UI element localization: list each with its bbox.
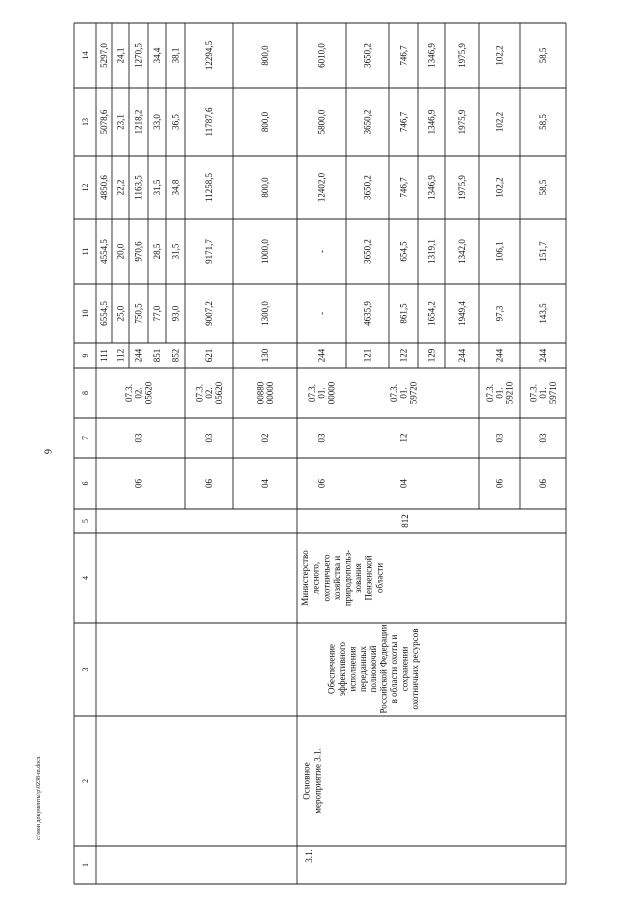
header-col-7-line: 7 bbox=[80, 436, 90, 440]
cell-csr-row14-line: 01. bbox=[538, 387, 549, 399]
cell-2025-row7-line: 800,0 bbox=[260, 45, 271, 66]
cell-2025-row14-line: 58,5 bbox=[538, 47, 549, 64]
cell-2025-row10 bbox=[399, 45, 409, 66]
cell-2025-row6-line: 12294,5 bbox=[204, 40, 215, 71]
cell-2021-row11-line: 1654,2 bbox=[426, 301, 437, 326]
activity-code-line: 3.1. bbox=[304, 849, 315, 863]
cell-vr-row14-line: 244 bbox=[538, 348, 549, 363]
cell-2025-row4-line: 34,4 bbox=[152, 47, 163, 64]
cell-2023-row5 bbox=[171, 179, 181, 195]
cell-2022-row11-line: 1319,1 bbox=[426, 239, 437, 264]
cell-2024-row10-line: 746,7 bbox=[398, 111, 409, 133]
cell-rz-row10-line: 04 bbox=[398, 479, 409, 488]
cell-2024-row7 bbox=[260, 111, 270, 132]
cell-2022-row5-line: 31,5 bbox=[170, 243, 181, 260]
cell-vr-row9 bbox=[363, 349, 373, 363]
cell-2024-row8 bbox=[317, 109, 327, 134]
cell-vr-row11-line: 129 bbox=[426, 348, 437, 363]
cell-2021-row7-line: 1300,0 bbox=[260, 301, 271, 326]
executor-name-line: хозяйства и bbox=[331, 555, 342, 601]
cell-2024-row2-line: 23,1 bbox=[115, 114, 126, 130]
cell-2021-row4 bbox=[152, 305, 162, 321]
cell-csr-row6-line: 07.3. bbox=[194, 384, 205, 402]
cell-2024-row5-line: 36,5 bbox=[170, 114, 181, 130]
header-col-8 bbox=[81, 391, 90, 395]
header-col-7 bbox=[81, 436, 90, 440]
cell-2024-row13 bbox=[495, 112, 505, 132]
cell-2023-row3-line: 1163,5 bbox=[133, 175, 144, 200]
cell-csr-row3 bbox=[124, 381, 153, 404]
cell-csr-row6-line: 05620 bbox=[213, 381, 224, 405]
executor-name-line: Пензенской bbox=[363, 555, 374, 601]
cell-vr-row14 bbox=[538, 348, 548, 362]
cell-2022-row11 bbox=[427, 239, 437, 264]
cell-2021-row1 bbox=[99, 301, 109, 326]
cell-2025-row10-line: 746,7 bbox=[398, 45, 409, 66]
cell-2022-row6 bbox=[204, 239, 214, 264]
cell-2023-row6 bbox=[204, 173, 214, 202]
header-col-10 bbox=[81, 310, 90, 318]
activity-name bbox=[302, 748, 323, 813]
cell-2021-row12 bbox=[457, 301, 467, 326]
header-col-5-line: 5 bbox=[80, 519, 90, 523]
cell-vr-row10 bbox=[399, 349, 409, 363]
cell-2022-row1-line: 4554,5 bbox=[99, 239, 110, 264]
cell-csr-row14-line: 07.3. bbox=[528, 384, 539, 402]
cell-rz-row10 bbox=[399, 479, 409, 489]
cell-2024-row6 bbox=[204, 107, 214, 136]
cell-2025-row1-line: 5297,0 bbox=[99, 43, 110, 68]
cell-2022-row14 bbox=[538, 241, 548, 262]
header-col-3-line: 3 bbox=[80, 667, 90, 672]
cell-csr-row13-line: 01. bbox=[494, 387, 505, 399]
header-col-3 bbox=[81, 668, 90, 672]
cell-2021-row8-line: - bbox=[316, 312, 327, 315]
header-col-2-line: 2 bbox=[80, 779, 90, 783]
cell-2023-row14 bbox=[538, 179, 548, 195]
cell-2024-row10 bbox=[399, 111, 409, 132]
cell-2025-row13 bbox=[495, 45, 505, 65]
cell-2022-row13 bbox=[495, 241, 505, 261]
cell-pr-row13 bbox=[495, 433, 505, 443]
cell-csr-row7-line: 00880 bbox=[255, 381, 266, 405]
cell-2022-row6-line: 9171,7 bbox=[204, 239, 215, 264]
cell-2021-row13 bbox=[495, 305, 505, 321]
cell-2023-row4 bbox=[152, 179, 162, 195]
activity-description-line: полномочий bbox=[368, 645, 379, 693]
header-col-13-line: 13 bbox=[80, 118, 90, 126]
cell-vr-row4-line: 851 bbox=[152, 348, 163, 363]
cell-2024-row3 bbox=[134, 110, 144, 135]
cell-2022-row2-line: 20,0 bbox=[115, 243, 126, 260]
header-col-11 bbox=[81, 248, 90, 256]
cell-2022-row10-line: 654,5 bbox=[398, 241, 409, 262]
cell-2024-row12 bbox=[457, 109, 467, 134]
cell-vr-row13-line: 244 bbox=[494, 348, 505, 363]
cell-csr-row8-line: 07.3. bbox=[307, 384, 318, 402]
header-col-4-line: 4 bbox=[80, 576, 90, 580]
cell-vr-row9-line: 121 bbox=[362, 348, 373, 363]
header-col-8-line: 8 bbox=[80, 391, 90, 395]
header-col-1-line: 1 bbox=[80, 863, 90, 867]
footer-file-path-text: c:\мои документы\р\0238-m.docx bbox=[36, 756, 42, 840]
cell-csr-row3-line: 07.3. bbox=[124, 384, 135, 402]
cell-vr-row5 bbox=[171, 349, 181, 363]
cell-2023-row4-line: 31,5 bbox=[152, 179, 163, 196]
cell-rz-row14 bbox=[538, 479, 548, 489]
header-col-1 bbox=[81, 863, 90, 867]
cell-2023-row9-line: 3650,2 bbox=[362, 175, 373, 200]
cell-csr-row3-line: 02. bbox=[133, 387, 144, 399]
cell-2025-row12-line: 1975,9 bbox=[457, 43, 468, 68]
cell-pr-row6-line: 03 bbox=[204, 433, 215, 443]
cell-2024-row14 bbox=[538, 114, 548, 130]
cell-pr-row13-line: 03 bbox=[494, 433, 505, 443]
cell-2025-row4 bbox=[152, 47, 162, 63]
cell-rz-row6 bbox=[204, 479, 214, 489]
cell-csr-row6 bbox=[195, 381, 224, 404]
cell-2024-row9-line: 3650,2 bbox=[362, 109, 373, 135]
cell-2023-row2 bbox=[116, 180, 126, 196]
executor-name-line: зования bbox=[353, 563, 364, 593]
cell-vr-row8-line: 244 bbox=[316, 348, 327, 363]
activity-description-line: переданных bbox=[357, 646, 368, 692]
activity-description-line: в области охоты и bbox=[388, 634, 399, 704]
cell-rz-row3 bbox=[134, 479, 144, 489]
cell-2024-row14-line: 58,5 bbox=[538, 114, 549, 130]
cell-2021-row14-line: 143,5 bbox=[538, 303, 549, 324]
cell-2022-row3-line: 970,6 bbox=[133, 241, 144, 262]
cell-csr-row13-line: 07.3. bbox=[485, 384, 496, 402]
cell-2025-row12 bbox=[457, 43, 467, 68]
activity-description-line: сохранении bbox=[399, 646, 410, 692]
cell-2021-row2-line: 25,0 bbox=[115, 305, 126, 322]
cell-2023-row6-line: 11258,5 bbox=[204, 173, 215, 202]
cell-vr-row3-line: 244 bbox=[133, 348, 144, 363]
activity-name-line: Основное bbox=[301, 762, 312, 800]
cell-2025-row11 bbox=[427, 43, 437, 68]
cell-2022-row7 bbox=[260, 239, 270, 264]
header-col-6 bbox=[81, 482, 90, 486]
cell-2024-row1 bbox=[99, 109, 109, 134]
cell-2023-row2-line: 22,2 bbox=[115, 179, 126, 196]
cell-2022-row4 bbox=[152, 243, 162, 259]
cell-pr-row3-line: 03 bbox=[133, 433, 144, 443]
cell-2021-row1-line: 6554,5 bbox=[99, 301, 110, 326]
page-number: 6 bbox=[41, 449, 53, 454]
cell-2021-row11 bbox=[427, 301, 437, 326]
cell-2021-row9-line: 4635,9 bbox=[362, 301, 373, 326]
cell-2023-row8-line: 12402,0 bbox=[316, 172, 327, 203]
cell-2025-row3 bbox=[134, 43, 144, 68]
cell-2025-row5 bbox=[171, 48, 181, 64]
cell-2025-row9-line: 3650,2 bbox=[362, 43, 373, 68]
cell-2025-row7 bbox=[260, 45, 270, 66]
cell-2021-row4-line: 77,0 bbox=[152, 305, 163, 322]
cell-2023-row10-line: 746,7 bbox=[398, 177, 409, 198]
cell-csr-row3-line: 05620 bbox=[143, 381, 154, 405]
cell-csr-row14 bbox=[529, 381, 558, 404]
cell-pr-row8-line: 03 bbox=[316, 433, 327, 443]
cell-2021-row10-line: 861,5 bbox=[398, 303, 409, 324]
cell-2024-row8-line: 5800,0 bbox=[316, 109, 327, 135]
cell-csr-row8-line: 00000 bbox=[326, 381, 337, 405]
activity-description-line: исполнения bbox=[347, 646, 358, 692]
cell-vr-row7 bbox=[260, 348, 270, 362]
cell-rz-row8-line: 06 bbox=[316, 479, 327, 488]
cell-2022-row12-line: 1342,0 bbox=[457, 239, 468, 264]
executor-name-line: охотничьего bbox=[321, 554, 332, 602]
activity-description-line: Российской Федерации bbox=[378, 624, 389, 714]
cell-2022-row14-line: 151,7 bbox=[538, 241, 549, 262]
cell-2022-row7-line: 1000,0 bbox=[260, 239, 271, 264]
executor-name-line: области bbox=[374, 562, 385, 594]
cell-csr-row7 bbox=[255, 381, 275, 404]
cell-rz-row14-line: 06 bbox=[538, 479, 549, 488]
cell-2024-row2 bbox=[116, 114, 126, 130]
activity-description-line: эффективного bbox=[336, 642, 347, 696]
cell-csr-row8 bbox=[307, 381, 336, 404]
cell-2022-row8-line: - bbox=[316, 250, 327, 253]
cell-vr-row6 bbox=[204, 349, 214, 363]
executor-name-line: природопольз- bbox=[342, 549, 353, 607]
grbs-code bbox=[400, 514, 410, 528]
cell-2023-row12-line: 1975,9 bbox=[457, 175, 468, 200]
cell-2025-row8-line: 6010,0 bbox=[316, 43, 327, 68]
cell-pr-row6 bbox=[204, 433, 214, 443]
header-col-2 bbox=[81, 779, 90, 783]
cell-csr-row10-line: 01. bbox=[398, 387, 409, 399]
header-col-6-line: 6 bbox=[80, 481, 90, 486]
cell-2022-row12 bbox=[457, 239, 467, 264]
cell-2025-row8 bbox=[317, 43, 327, 68]
cell-2025-row5-line: 38,1 bbox=[170, 47, 181, 64]
activity-code bbox=[304, 849, 314, 863]
cell-2025-row13-line: 102,2 bbox=[494, 45, 505, 66]
header-col-11-line: 11 bbox=[80, 247, 90, 256]
cell-2023-row10 bbox=[399, 177, 409, 198]
cell-rz-row6-line: 06 bbox=[204, 479, 215, 488]
cell-csr-row14-line: 59710 bbox=[547, 381, 558, 405]
cell-csr-row6-line: 02. bbox=[204, 387, 215, 399]
cell-2024-row13-line: 102,2 bbox=[494, 111, 505, 133]
cell-2023-row5-line: 34,8 bbox=[170, 179, 181, 196]
cell-vr-row2 bbox=[116, 349, 126, 362]
header-col-5 bbox=[81, 519, 90, 523]
activity-description-line: Обеспечение bbox=[326, 644, 337, 694]
cell-csr-row13-line: 59210 bbox=[504, 381, 515, 405]
cell-csr-row10-line: 07.3. bbox=[389, 384, 400, 402]
cell-2021-row2 bbox=[116, 305, 126, 321]
cell-csr-row8-line: 01. bbox=[316, 387, 327, 399]
cell-2021-row6-line: 9007,2 bbox=[204, 301, 215, 326]
cell-2025-row3-line: 1270,5 bbox=[133, 43, 144, 68]
cell-2023-row8 bbox=[317, 172, 327, 202]
cell-2024-row11 bbox=[427, 109, 437, 134]
cell-2022-row8 bbox=[317, 250, 327, 253]
cell-2025-row2 bbox=[116, 48, 126, 64]
cell-2025-row2-line: 24,1 bbox=[115, 47, 126, 64]
cell-vr-row4 bbox=[152, 349, 162, 363]
cell-2024-row1-line: 5078,6 bbox=[99, 109, 110, 135]
cell-vr-row5-line: 852 bbox=[170, 348, 181, 363]
cell-vr-row3 bbox=[134, 348, 144, 362]
cell-2022-row13-line: 106,1 bbox=[494, 241, 505, 262]
header-col-14-line: 14 bbox=[80, 51, 90, 60]
cell-pr-row14 bbox=[538, 433, 548, 443]
cell-2021-row13-line: 97,3 bbox=[494, 305, 505, 322]
executor-name-line: Министерство bbox=[300, 550, 311, 606]
cell-2023-row12 bbox=[457, 175, 467, 200]
cell-2021-row6 bbox=[204, 301, 214, 326]
cell-2024-row12-line: 1975,9 bbox=[457, 109, 468, 135]
cell-2023-row9 bbox=[363, 175, 373, 200]
cell-2021-row3 bbox=[134, 303, 144, 324]
cell-2021-row12-line: 1949,4 bbox=[457, 301, 468, 326]
cell-rz-row8 bbox=[317, 479, 327, 489]
cell-2021-row14 bbox=[538, 303, 548, 324]
cell-vr-row12 bbox=[457, 348, 467, 362]
cell-rz-row13 bbox=[495, 479, 505, 489]
grbs-code-line: 812 bbox=[400, 514, 411, 528]
cell-2022-row9-line: 3650,2 bbox=[362, 239, 373, 264]
cell-csr-row10 bbox=[389, 381, 418, 404]
cell-2023-row11 bbox=[427, 175, 437, 200]
cell-vr-row1-line: 111 bbox=[99, 349, 110, 362]
cell-2022-row5 bbox=[171, 243, 181, 259]
cell-2023-row1-line: 4850,6 bbox=[99, 175, 110, 200]
header-col-12-line: 12 bbox=[80, 183, 90, 192]
cell-2025-row14 bbox=[538, 47, 548, 63]
activity-name-line: мероприятие 3.1. bbox=[312, 748, 323, 814]
cell-rz-row13-line: 06 bbox=[494, 479, 505, 488]
cell-pr-row7 bbox=[260, 434, 270, 443]
cell-vr-row8 bbox=[317, 348, 327, 362]
cell-2023-row11-line: 1346,9 bbox=[426, 175, 437, 200]
cell-2022-row4-line: 28,5 bbox=[152, 243, 163, 260]
cell-2025-row9 bbox=[363, 43, 373, 68]
cell-vr-row12-line: 244 bbox=[457, 348, 468, 363]
header-col-13 bbox=[81, 118, 90, 126]
cell-2021-row7 bbox=[260, 301, 270, 326]
activity-description-line: охотничьих ресурсов bbox=[409, 628, 420, 710]
cell-2025-row1 bbox=[99, 43, 109, 68]
cell-2025-row6 bbox=[204, 40, 214, 70]
cell-2025-row11-line: 1346,9 bbox=[426, 43, 437, 68]
cell-pr-row3 bbox=[134, 433, 144, 443]
cell-csr-row7-line: 00000 bbox=[264, 381, 275, 405]
cell-2023-row3 bbox=[134, 175, 144, 200]
cell-vr-row2-line: 112 bbox=[115, 348, 126, 363]
cell-vr-row6-line: 621 bbox=[204, 348, 215, 363]
activity-description bbox=[327, 624, 420, 713]
cell-2023-row1 bbox=[99, 175, 109, 200]
cell-vr-row13 bbox=[495, 348, 505, 362]
header-col-12 bbox=[81, 184, 90, 192]
cell-csr-row13 bbox=[485, 381, 514, 404]
cell-2022-row10 bbox=[399, 241, 409, 262]
cell-2023-row13-line: 102,2 bbox=[494, 177, 505, 198]
cell-csr-row10-line: 59720 bbox=[408, 381, 419, 405]
cell-rz-row7 bbox=[260, 479, 270, 489]
cell-2022-row9 bbox=[363, 239, 373, 264]
cell-pr-row10 bbox=[399, 434, 409, 443]
cell-2021-row5-line: 93,0 bbox=[170, 305, 181, 322]
cell-pr-row10-line: 12 bbox=[398, 433, 409, 443]
cell-2021-row5 bbox=[171, 305, 181, 321]
header-col-4 bbox=[81, 576, 90, 580]
cell-vr-row1 bbox=[99, 349, 109, 362]
cell-2024-row6-line: 11787,6 bbox=[204, 107, 215, 137]
cell-2022-row2 bbox=[116, 243, 126, 259]
cell-2024-row5 bbox=[171, 114, 181, 130]
cell-2023-row14-line: 58,5 bbox=[538, 179, 549, 196]
header-col-14 bbox=[81, 52, 90, 60]
cell-2021-row8 bbox=[317, 312, 327, 315]
cell-vr-row11 bbox=[427, 348, 437, 362]
cell-2022-row1 bbox=[99, 239, 109, 264]
cell-2023-row7 bbox=[260, 177, 270, 198]
cell-pr-row7-line: 02 bbox=[260, 433, 271, 443]
cell-2021-row9 bbox=[363, 301, 373, 326]
cell-2024-row4 bbox=[152, 114, 162, 130]
cell-pr-row14-line: 03 bbox=[538, 433, 549, 443]
cell-2024-row7-line: 800,0 bbox=[260, 111, 271, 133]
header-col-10-line: 10 bbox=[80, 309, 90, 318]
cell-2022-row3 bbox=[134, 241, 144, 262]
executor-name bbox=[300, 550, 384, 606]
header-col-9 bbox=[81, 354, 90, 358]
cell-2023-row13 bbox=[495, 177, 505, 197]
cell-2023-row7-line: 800,0 bbox=[260, 177, 271, 198]
cell-vr-row10-line: 122 bbox=[398, 348, 409, 363]
cell-rz-row7-line: 04 bbox=[260, 479, 271, 488]
cell-pr-row8 bbox=[317, 433, 327, 443]
cell-2024-row9 bbox=[363, 110, 373, 135]
cell-2024-row3-line: 1218,2 bbox=[133, 109, 144, 135]
cell-vr-row7-line: 130 bbox=[260, 348, 271, 363]
executor-name-line: лесного, bbox=[310, 561, 321, 595]
header-col-9-line: 9 bbox=[80, 353, 90, 358]
cell-2024-row4-line: 33,0 bbox=[152, 114, 163, 130]
cell-2021-row3-line: 750,5 bbox=[133, 303, 144, 324]
cell-2024-row11-line: 1346,9 bbox=[426, 109, 437, 135]
cell-2021-row10 bbox=[399, 303, 409, 324]
cell-rz-row3-line: 06 bbox=[133, 479, 144, 488]
